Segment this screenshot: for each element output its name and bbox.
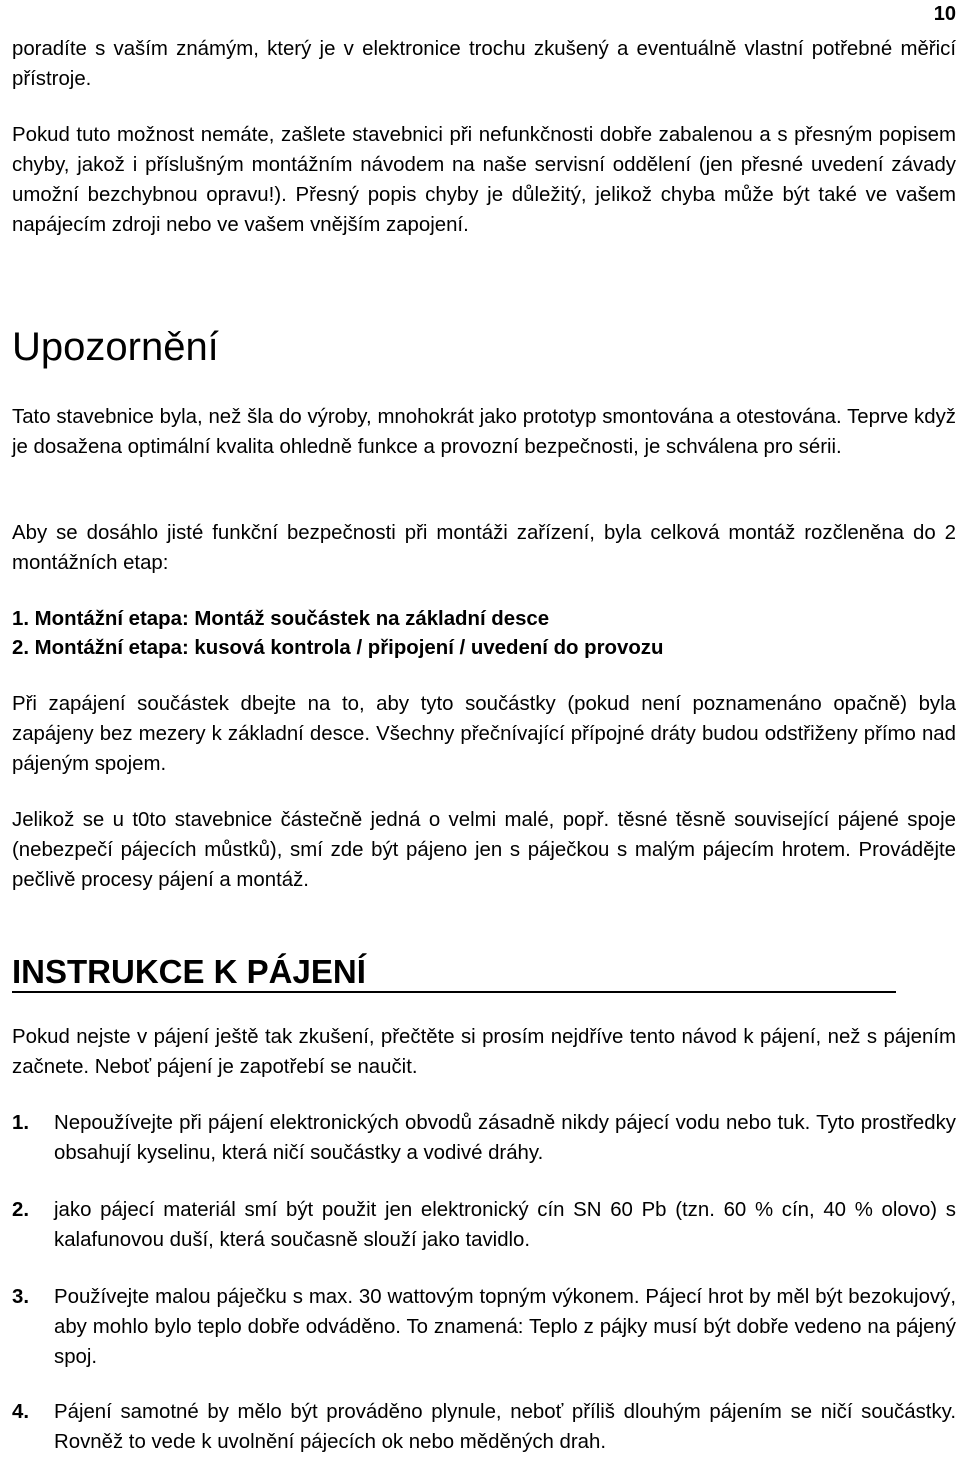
- assembly-stage-2: 2. Montážní etapa: kusová kontrola / připojení / uvedení do provozu: [12, 637, 664, 659]
- intro-continuation-paragraph: poradíte s vaším známým, který je v elektronice trochu zkušený a eventuálně vlastní potřebné měřicí přístroje.: [12, 38, 956, 90]
- notice-paragraph-2: Aby se dosáhlo jisté funkční bezpečnosti při montáži zařízení, byla celková montáž rozčleněna do 2 montážních etap:: [12, 522, 956, 574]
- list-number: 1.: [12, 1112, 30, 1134]
- list-text: jako pájecí materiál smí být použit jen elektronický cín SN 60 Pb (tzn. 60 % cín, 40 % olovo) s kalafunovou duší, která současně slouží jako tavidlo.: [54, 1199, 956, 1251]
- notice-heading: Upozornění: [12, 325, 219, 369]
- notice-paragraph-3: Při zapájení součástek dbejte na to, aby tyto součástky (pokud není poznamenáno opačně) byla zapájeny bez mezery k základní desce. Všechny přečnívající přípojné dráty budou odstřiženy přímo nad pájeným spojem.: [12, 693, 956, 775]
- assembly-stage-1: 1. Montážní etapa: Montáž součástek na základní desce: [12, 608, 550, 630]
- notice-paragraph-4: Jelikož se u t0to stavebnice částečně jedná o velmi malé, popř. těsné těsně související pájené spoje (nebezpečí pájecích můstků), smí zde být pájeno jen s páječkou s malým pájecím hrotem. Provádějte pečlivě procesy pájení a montáž.: [12, 809, 956, 891]
- heading-underline: [12, 991, 896, 993]
- soldering-heading: INSTRUKCE K PÁJENÍ: [12, 953, 366, 990]
- list-number: 4.: [12, 1401, 30, 1423]
- service-paragraph: Pokud tuto možnost nemáte, zašlete stavebnici při nefunkčnosti dobře zabalenou a s přesným popisem chyby, jakož i příslušným montážním návodem na naše servisní oddělení (jen přesné uvedení závady umožní bezchybnou opravu!). Přesný popis chyby je důležitý, jelikož chyba může být také ve vašem napájecím zdroji nebo ve vašem vnějším zapojení.: [12, 124, 956, 236]
- document-page: [12, 0, 956, 1456]
- list-text: Pájení samotné by mělo být prováděno plynule, neboť příliš dlouhým pájením se ničí součástky. Rovněž to vede k uvolnění pájecích ok nebo měděných drah.: [54, 1401, 956, 1453]
- list-number: 2.: [12, 1199, 30, 1221]
- notice-paragraph-1: Tato stavebnice byla, než šla do výroby, mnohokrát jako prototyp smontována a otestována. Teprve když je dosažena optimální kvalita ohledně funkce a provozní bezpečnosti, je schválena pro sérii.: [12, 406, 956, 458]
- list-text: Používejte malou páječku s max. 30 wattovým topným výkonem. Pájecí hrot by měl být bezokujový, aby mohlo bylo teplo dobře odváděno. To znamená: Teplo z pájky musí být dobře vedeno na pájený spoj.: [54, 1286, 956, 1368]
- soldering-intro-paragraph: Pokud nejste v pájení ještě tak zkušení, přečtěte si prosím nejdříve tento návod k pájení, než s pájením začnete. Neboť pájení je zapotřebí se naučit.: [12, 1026, 956, 1078]
- page-number: 10: [933, 3, 956, 25]
- list-text: Nepoužívejte při pájení elektronických obvodů zásadně nikdy pájecí vodu nebo tuk. Tyto prostředky obsahují kyselinu, která ničí součástky a vodivé dráhy.: [54, 1112, 956, 1164]
- list-number: 3.: [12, 1286, 30, 1308]
